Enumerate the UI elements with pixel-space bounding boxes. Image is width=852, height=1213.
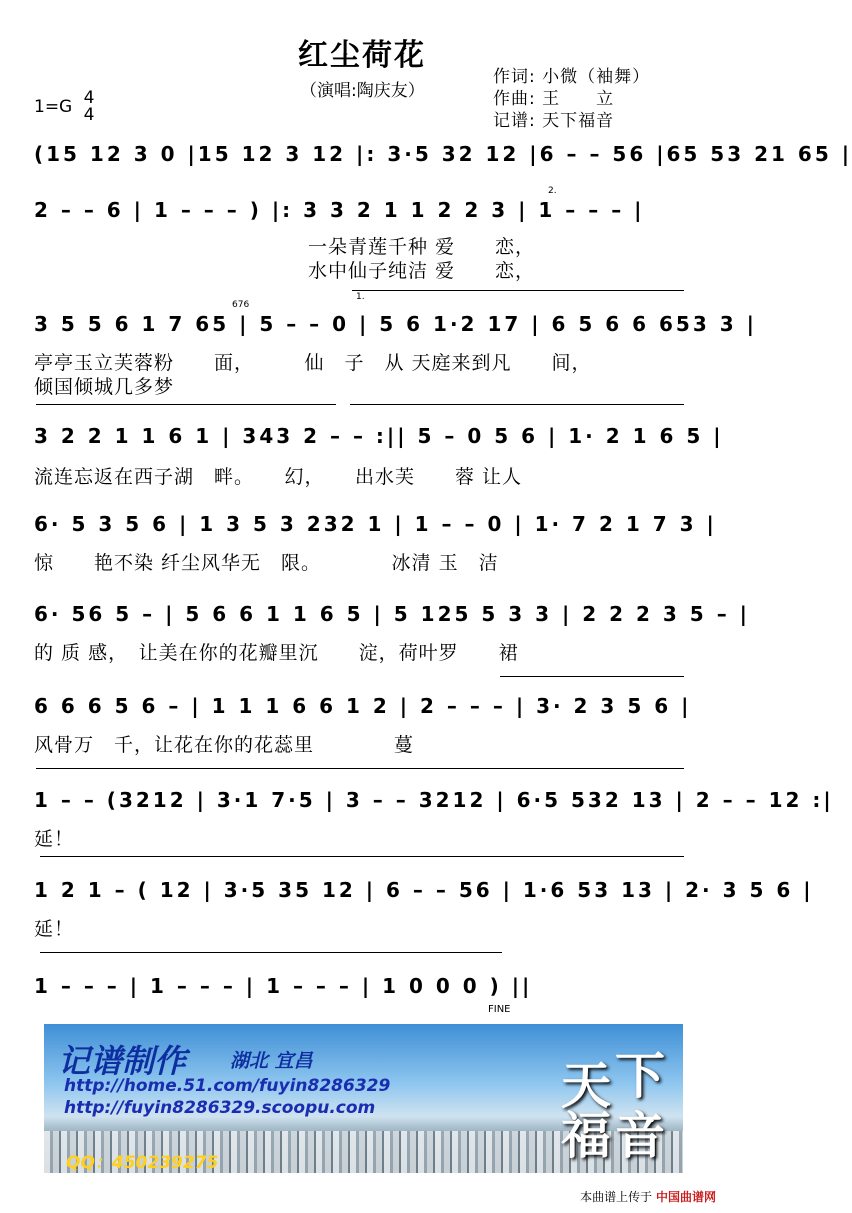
composer-credit: 作曲: 王 立 <box>493 89 615 109</box>
site-logo[interactable]: 中国曲谱网 <box>655 1190 716 1204</box>
score-line-6: 6· 56 5 – | 5 6 6 1 1 6 5 | 5 125 5 3 3 | 2 2 2 3 5 – | <box>34 602 750 626</box>
watermark-banner <box>44 1024 683 1173</box>
lyric-line-9: 延！ <box>34 828 75 850</box>
lyric-line-3: 亭亭玉立芙蓉粉 面， 仙 子 从 天庭来到凡 间， <box>34 352 592 374</box>
score-line-7: 6 6 6 5 6 – | 1 1 1 6 6 1 2 | 2 – – – | 3· 2 3 5 6 | <box>34 694 692 718</box>
lyric-line-2: 水中仙子纯洁 爱 恋， <box>308 260 536 282</box>
grace-note: 676 <box>232 300 250 310</box>
score-line-3: 3 5 5 6 1 7 65 | 5 – – 0 | 5 6 1·2 17 | 6 5 6 6 653 3 | <box>34 312 757 336</box>
volta-1-bracket-b <box>36 404 336 405</box>
volta-2-bracket-b <box>40 856 684 857</box>
volta-1-marker: 1. <box>356 292 365 302</box>
volta-2-marker: 2. <box>548 186 557 196</box>
banner-location: 湖北 宜昌 <box>230 1050 313 1072</box>
banner-url-1[interactable]: http://home.51.com/fuyin8286329 <box>64 1076 391 1096</box>
score-line-2: 2 – – 6 | 1 – – – ) |: 3 3 2 1 1 2 2 3 | 1 – – – | <box>34 198 645 222</box>
fine-mark: FINE <box>488 1004 511 1015</box>
brand-logo <box>561 1036 665 1165</box>
volta-1-bracket-c <box>500 676 684 677</box>
banner-url-2[interactable]: http://fuyin8286329.scoopu.com <box>64 1098 376 1118</box>
brand-char-1: 天 <box>561 1057 611 1115</box>
volta-1-bracket-d <box>36 768 684 769</box>
score-line-9: 1 2 1 – ( 12 | 3·5 35 12 | 6 – – 56 | 1·6 53 13 | 2· 3 5 6 | <box>34 878 814 902</box>
score-line-5: 6· 5 3 5 6 | 1 3 5 3 232 1 | 1 – – 0 | 1· 7 2 1 7 3 | <box>34 512 717 536</box>
lyric-line-7: 的 质 感， 让美在你的花瓣里沉 淀，荷叶罗 裙 <box>34 642 519 664</box>
volta-2-bracket <box>350 404 684 405</box>
score-line-8: 1 – – (3212 | 3·1 7·5 | 3 – – 3212 | 6·5 532 13 | 2 – – 12 :| <box>34 788 834 812</box>
lyric-line-10: 延！ <box>34 918 75 940</box>
page-title: 红尘荷花 <box>298 38 426 73</box>
brand-char-3: 福 <box>561 1107 611 1165</box>
brand-char-4: 音 <box>615 1107 665 1165</box>
key-label: 1=G <box>34 97 73 117</box>
time-top: 4 <box>83 88 95 108</box>
transcriber-credit: 记谱: 天下福音 <box>493 111 615 131</box>
banner-title: 记谱制作 <box>58 1042 187 1080</box>
lyricist-credit: 作词: 小微（袖舞） <box>493 67 651 87</box>
lyric-line-4: 倾国倾城几多梦 <box>34 376 175 398</box>
volta-1-bracket <box>352 290 684 291</box>
key-signature <box>34 90 94 124</box>
lyric-line-5: 流连忘返在西子湖 畔。 幻， 出水芙 蓉 让人 <box>34 466 523 488</box>
footer-text: 本曲谱上传于 <box>580 1190 653 1204</box>
time-signature <box>84 90 95 124</box>
score-line-10: 1 – – – | 1 – – – | 1 – – – | 1 0 0 0 ) || <box>34 974 533 998</box>
singer-credit: （演唱:陶庆友） <box>300 81 425 101</box>
brand-char-2: 下 <box>615 1047 665 1105</box>
lyric-line-8: 风骨万 千，让花在你的花蕊里 蔓 <box>34 734 415 756</box>
score-line-1: (15 12 3 0 |15 12 3 12 |: 3·5 32 12 |6 – – 56 |65 53 21 65 | <box>34 142 852 166</box>
lyric-line-1: 一朵青莲千种 爱 恋， <box>308 236 536 258</box>
footer-credit <box>580 1188 716 1205</box>
final-bracket <box>40 952 502 953</box>
lyric-line-6: 惊 艳不染 纤尘风华无 限。 冰清 玉 洁 <box>34 552 499 574</box>
time-bottom: 4 <box>83 105 95 125</box>
banner-qq: QQ：450239275 <box>66 1153 219 1173</box>
score-line-4: 3 2 2 1 1 6 1 | 343 2 – – :|| 5 – 0 5 6 | 1· 2 1 6 5 | <box>34 424 724 448</box>
